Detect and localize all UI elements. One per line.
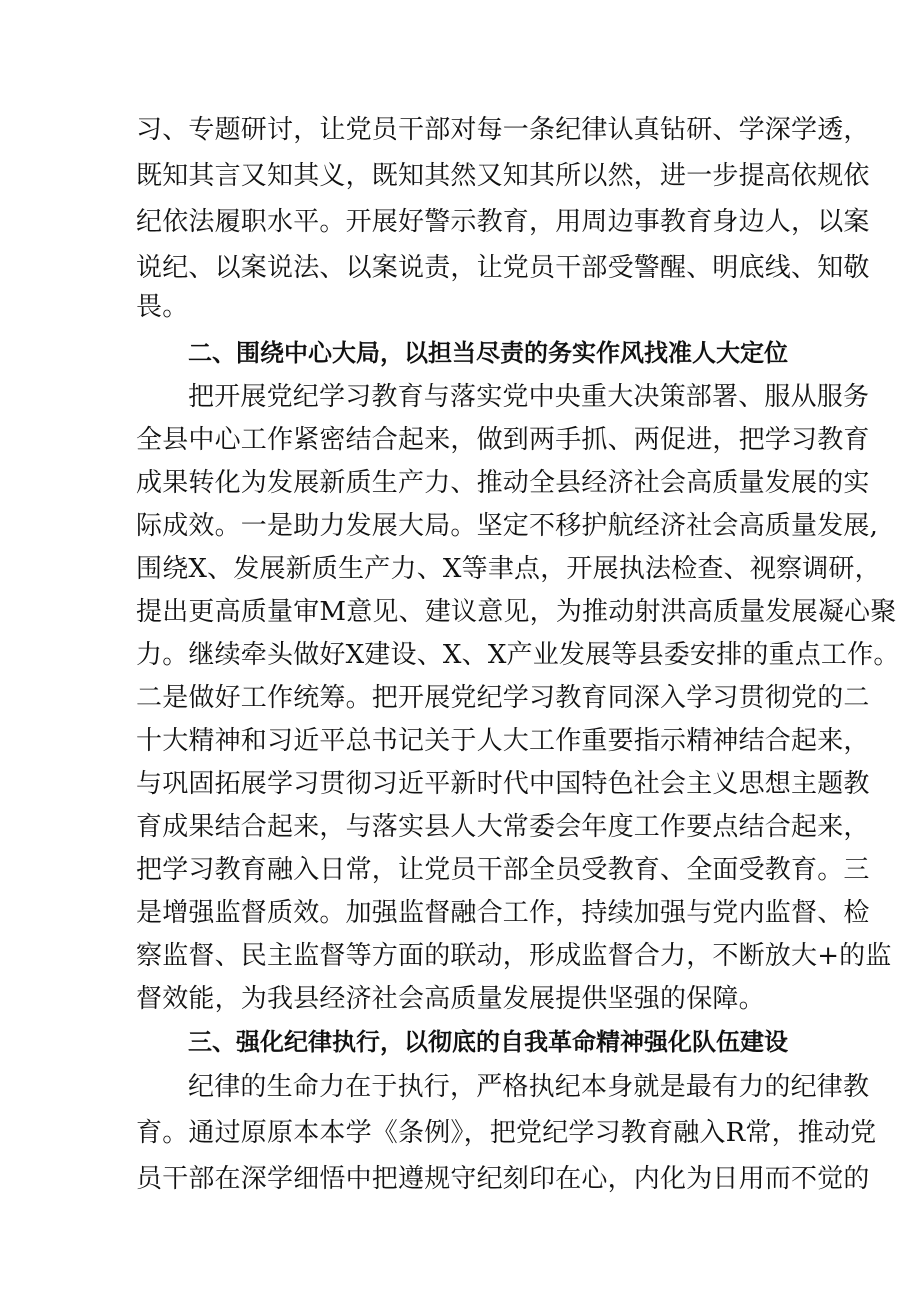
paragraph-line: 围绕X、发展新质生产力、X等聿点，开展执法检查、视察调研，: [136, 554, 881, 584]
paragraph-line: 是增强监督质效。加强监督融合工作，持续加强与党内监督、检: [136, 898, 870, 928]
paragraph-line: 把学习教育融入日常，让党员干部全员受教育、全面受教育。三: [136, 855, 870, 885]
paragraph-line: 习、专题研讨，让党员干部对每一条纪律认真钻研、学深学透，: [136, 115, 870, 145]
paragraph-line: 把开展党纪学习教育与落实党中央重大决策部署、服从服务: [188, 382, 870, 412]
paragraph-line: 说纪、以案说法、以案说责，让党员干部受警醒、明底线、知敬: [136, 253, 870, 283]
paragraph-line: 提出更高质量审M意见、建议意见，为推动射洪高质量发展凝心聚: [136, 597, 897, 627]
section-heading: 二、围绕中心大局，以担当尽责的务实作风找准人大定位: [188, 339, 788, 367]
section-heading: 三、强化纪律执行，以彻底的自我革命精神强化队伍建设: [188, 1028, 788, 1056]
paragraph-line: 察监督、民主监督等方面的联动，形成监督合力，不断放大+的监: [136, 941, 892, 971]
paragraph-line: 与巩固拓展学习贯彻习近平新时代中国特色社会主义思想主题教: [136, 769, 870, 799]
paragraph-line: 员干部在深学细悟中把遵规守纪刻印在心，内化为日用而不觉的: [136, 1164, 870, 1194]
paragraph-line: 督效能，为我县经济社会高质量发展提供坚强的保障。: [136, 984, 765, 1014]
paragraph-line: 畏。: [136, 292, 189, 322]
paragraph-line: 纪律的生命力在于执行，严格执纪本身就是最有力的纪律教: [188, 1072, 870, 1102]
paragraph-line: 育成果结合起来，与落实县人大常委会年度工作要点结合起来，: [136, 812, 870, 842]
paragraph-line: 力。继续牵头做好X建设、X、X产业发展等县委安排的重点工作。: [136, 640, 900, 670]
paragraph-line: 纪依法履职水平。开展好警示教育，用周边事教育身边人，以案: [136, 207, 870, 237]
paragraph-line: 十大精神和习近平总书记关于人大工作重要指示精神结合起来，: [136, 726, 870, 756]
paragraph-line: 际成效。一是助力发展大局。坚定不移护航经济社会高质量发展,: [136, 511, 879, 541]
paragraph-line: 二是做好工作统筹。把开展党纪学习教育同深入学习贯彻党的二: [136, 683, 870, 713]
paragraph-line: 全县中心工作紧密结合起来，做到两手抓、两促进，把学习教育: [136, 425, 870, 455]
paragraph-line: 既知其言又知其义，既知其然又知其所以然，进一步提高依规依: [136, 161, 870, 191]
paragraph-line: 成果转化为发展新质生产力、推动全县经济社会高质量发展的实: [136, 468, 870, 498]
paragraph-line: 育。通过原原本本学《条例》，把党纪学习教育融入R常，推动党: [136, 1118, 877, 1148]
